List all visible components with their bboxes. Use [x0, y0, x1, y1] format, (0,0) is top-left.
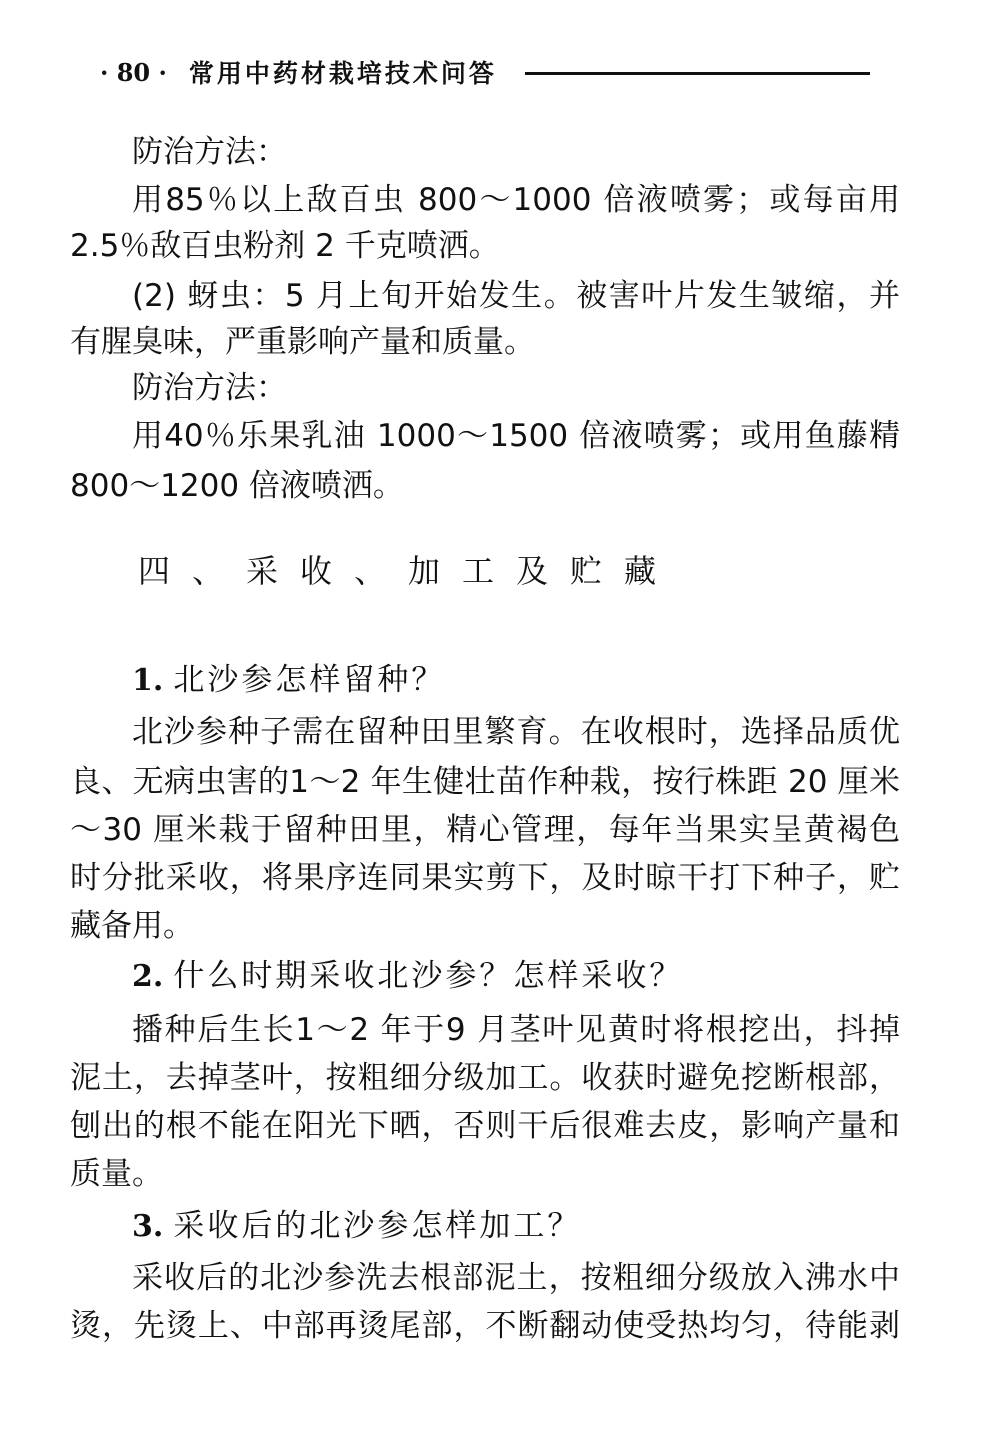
page-header — [100, 52, 870, 92]
question-title: 采收后的北沙参怎样加工？ — [173, 1208, 582, 1244]
question-title: 北沙参怎样留种？ — [173, 662, 446, 698]
book-title: 常用中药材栽培技术问答 — [188, 59, 497, 88]
paragraph-line: 用85％以上敌百虫 800～1000 倍液喷雾；或每亩用 — [132, 182, 900, 218]
question-heading — [132, 1206, 912, 1247]
paragraph-line: 泥土，去掉茎叶，按粗细分级加工。收获时避免挖断根部， — [70, 1060, 900, 1096]
question-title: 什么时期采收北沙参？怎样采收？ — [173, 958, 684, 994]
paragraph-line: 2.5％敌百虫粉剂 2 千克喷洒。 — [70, 228, 500, 264]
paragraph-line: 采收后的北沙参洗去根部泥土，按粗细分级放入沸水中 — [132, 1260, 900, 1296]
paragraph-line: (2) 蚜虫：5 月上旬开始发生。被害叶片发生皱缩，并 — [132, 278, 900, 314]
question-heading — [132, 956, 912, 997]
header-rule — [525, 72, 870, 75]
paragraph-line: 刨出的根不能在阳光下晒，否则干后很难去皮，影响产量和 — [70, 1108, 900, 1144]
paragraph-line: 用40％乐果乳油 1000～1500 倍液喷雾；或用鱼藤精 — [132, 418, 900, 454]
paragraph-line: ～30 厘米栽于留种田里，精心管理，每年当果实呈黄褐色 — [70, 812, 900, 848]
control-method-label: 防治方法： — [132, 134, 287, 170]
paragraph-line: 藏备用。 — [70, 908, 194, 944]
paragraph-line: 良、无病虫害的1～2 年生健壮苗作种栽，按行株距 20 厘米 — [70, 764, 900, 800]
paragraph-line: 北沙参种子需在留种田里繁育。在收根时，选择品质优 — [132, 714, 900, 750]
paragraph-line: 烫，先烫上、中部再烫尾部，不断翻动使受热均匀，待能剥 — [70, 1308, 900, 1344]
section-heading: 四、采收、加工及贮藏 — [138, 552, 679, 590]
control-method-label: 防治方法： — [132, 370, 287, 406]
question-number: 1. — [132, 663, 164, 698]
paragraph-line: 有腥臭味，严重影响产量和质量。 — [70, 324, 535, 360]
paragraph-line: 800～1200 倍液喷洒。 — [70, 468, 404, 504]
page-number: · 80 · — [100, 57, 167, 87]
paragraph-line: 质量。 — [70, 1156, 163, 1192]
paragraph-line: 播种后生长1～2 年于9 月茎叶见黄时将根挖出，抖掉 — [132, 1012, 900, 1048]
question-heading — [132, 660, 912, 701]
question-number: 2. — [132, 959, 164, 994]
paragraph-line: 时分批采收，将果序连同果实剪下，及时晾干打下种子，贮 — [70, 860, 900, 896]
question-number: 3. — [132, 1209, 164, 1244]
